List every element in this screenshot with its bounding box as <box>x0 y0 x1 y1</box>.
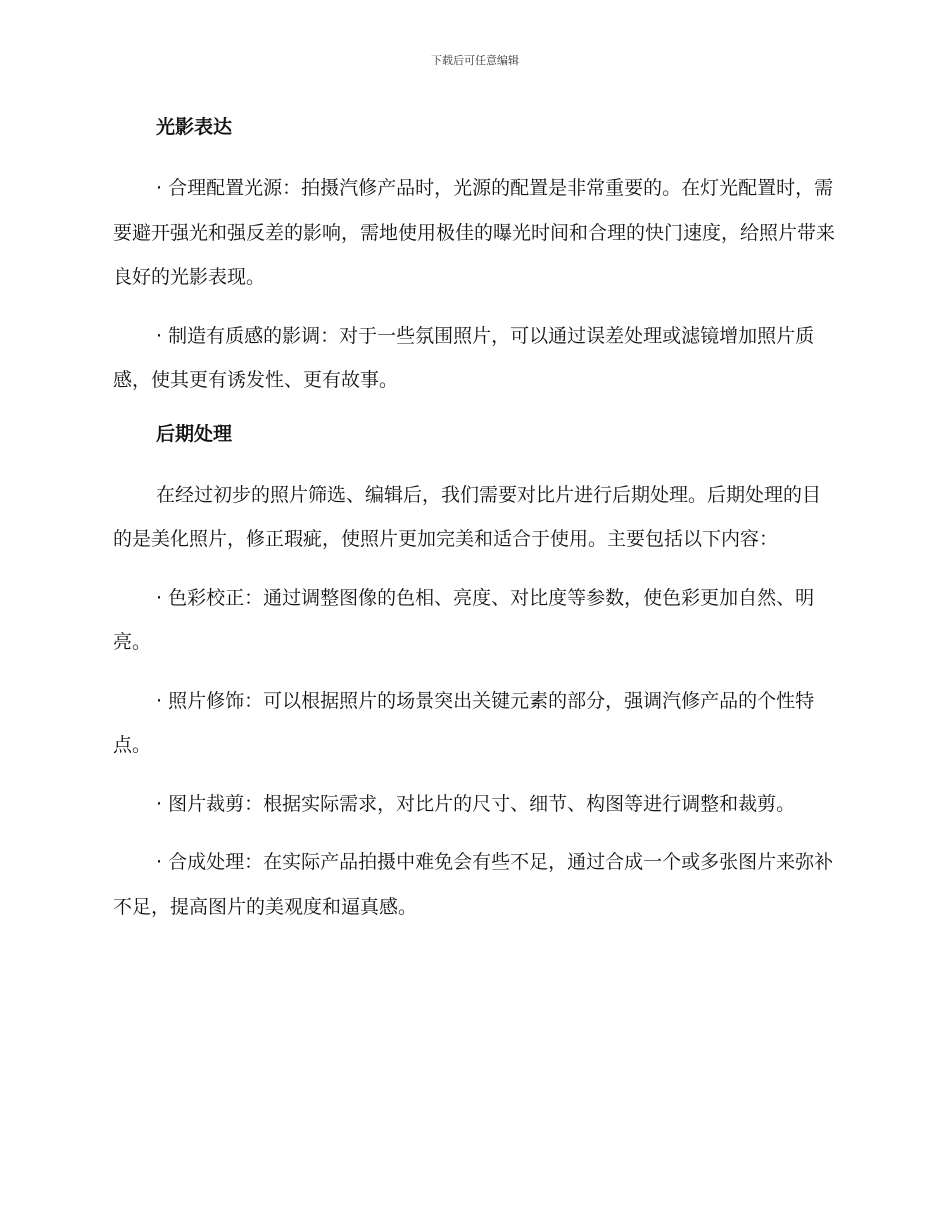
bullet-compositing: · 合成处理：在实际产品拍摄中难免会有些不足，通过合成一个或多张图片来弥补不足，提高图片的美观度和逼真感。 <box>113 851 834 918</box>
bullet-texture-tone: · 制造有质感的影调：对于一些氛围照片，可以通过误差处理或滤镜增加照片质感，使其更有诱发性、更有故事。 <box>113 324 815 391</box>
bullet-light-source: · 合理配置光源：拍摄汽修产品时，光源的配置是非常重要的。在灯光配置时，需要避开强光和强反差的影响，需地使用极佳的曝光时间和合理的快门速度，给照片带来良好的光影表现。 <box>113 177 836 288</box>
bullet-photo-retouch: · 照片修饰：可以根据照片的场景突出关键元素的部分，强调汽修产品的个性特点。 <box>113 689 815 756</box>
bullet-image-crop: · 图片裁剪：根据实际需求，对比片的尺寸、细节、构图等进行调整和裁剪。 <box>156 792 796 815</box>
page-header: 下载后可任意编辑 <box>431 54 519 67</box>
document-body <box>113 110 838 943</box>
section-heading-lighting: 光影表达 <box>156 116 233 138</box>
section-heading-post-processing: 后期处理 <box>156 422 233 445</box>
post-processing-intro: 在经过初步的照片筛选、编辑后，我们需要对比片进行后期处理。后期处理的目的是美化照片，修正瑕疵，使照片更加完美和适合于使用。主要包括以下内容： <box>113 483 822 550</box>
bullet-color-correction: · 色彩校正：通过调整图像的色相、亮度、对比度等参数，使色彩更加自然、明亮。 <box>113 586 815 653</box>
